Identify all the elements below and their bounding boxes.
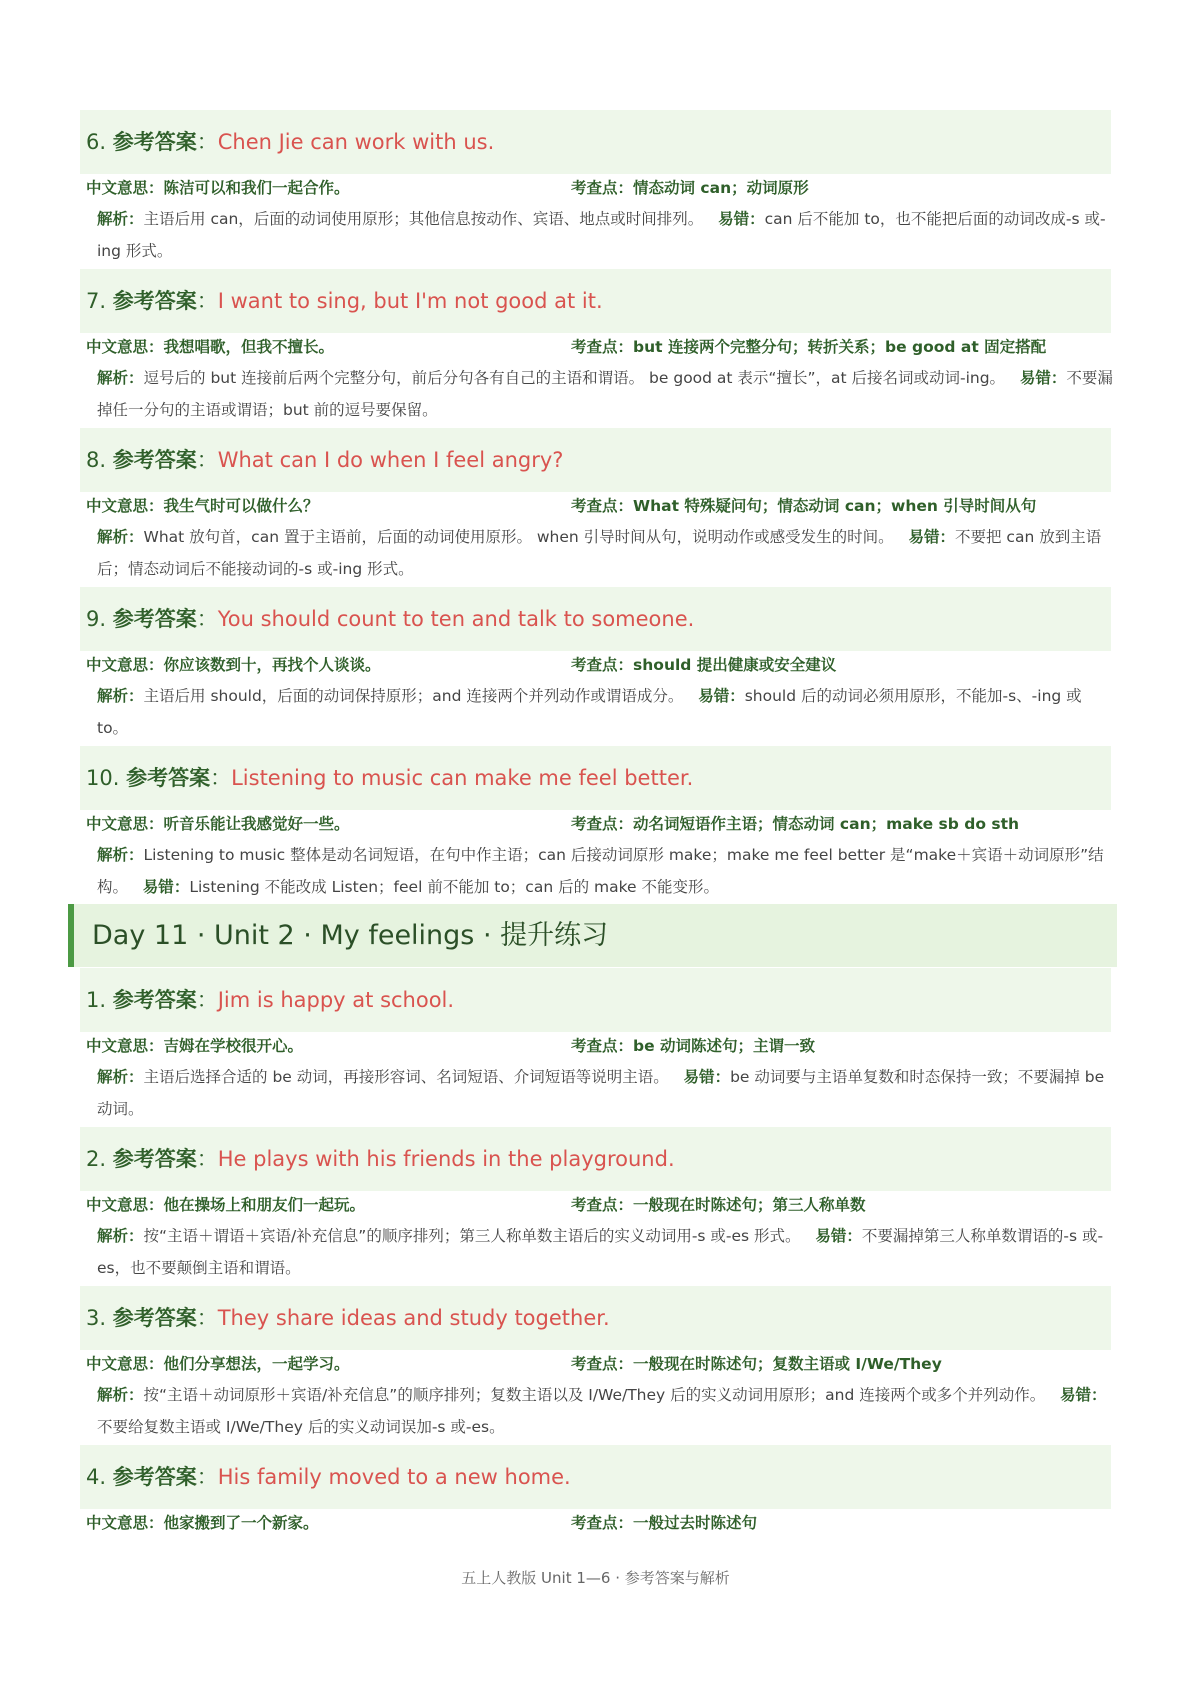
colon: ： [196,448,218,472]
analysis-label: 解析 [97,369,129,387]
item-number: 7. [86,289,107,313]
point-line [571,335,1046,359]
point-line [571,1034,815,1058]
point-label: 考查点 [571,815,618,833]
mistake-text: 不要给复数主语或 I/We/They 后的实义动词误加-s 或-es。 [97,1417,505,1436]
point-line [571,176,809,200]
colon: ： [729,687,745,705]
answer-text: He plays with his friends in the playground. [217,1147,675,1171]
mistake-text: Listening 不能改成 Listen；feel 前不能加 to；can 后的 make 不能变形。 [189,877,719,896]
answer-text: Jim is happy at school. [217,988,455,1012]
colon: ： [148,1196,164,1214]
answer-text: Chen Jie can work with us. [217,130,495,154]
meaning-text: 我生气时可以做什么？ [163,497,319,515]
colon: ： [196,1147,218,1171]
point-text: should 提出健康或安全建议 [633,656,837,674]
meaning-line [86,1352,350,1376]
point-text: 动名词短语作主语；情态动词 can；make sb do sth [633,815,1020,833]
answer-label: 参考答案 [112,1306,197,1330]
colon: ： [148,1514,164,1532]
point-label: 考查点 [571,656,618,674]
colon: ： [617,497,634,515]
colon: ： [148,338,164,356]
point-label: 考查点 [571,1355,618,1373]
analysis-text: 主语后选择合适的 be 动词，再接形容词、名词短语、介词短语等说明主语。 [143,1068,669,1086]
meaning-text: 他们分享想法，一起学习。 [163,1355,350,1373]
colon: ： [148,179,164,197]
answer-label: 参考答案 [112,607,197,631]
item-number: 8. [86,448,107,472]
analysis-label: 解析 [97,687,129,705]
colon: ： [128,1227,144,1245]
point-line [571,812,1019,836]
analysis-label: 解析 [97,846,129,864]
answer-text: I want to sing, but I'm not good at it. [217,289,603,313]
meaning-line [86,812,350,836]
analysis-label: 解析 [97,1386,129,1404]
meaning-label: 中文意思 [86,179,149,197]
colon: ： [617,1355,634,1373]
point-text: 一般过去时陈述句 [633,1514,758,1532]
colon: ： [196,130,218,154]
analysis-label: 解析 [97,1068,129,1086]
analysis-text: What 放句首，can 置于主语前，后面的动词使用原形。 when 引导时间从句，说明动作或感受发生的时间。 [143,528,894,546]
point-text: What 特殊疑问句；情态动词 can；when 引导时间从句 [633,497,1037,515]
point-text: be 动词陈述句；主谓一致 [633,1037,816,1055]
answer-text: Listening to music can make me feel better. [231,766,694,790]
mistake-label: 易错 [1060,1386,1092,1404]
point-label: 考查点 [571,1037,618,1055]
answer-line [86,1127,675,1191]
meaning-label: 中文意思 [86,1196,149,1214]
answer-line [86,587,694,651]
point-line [571,653,836,677]
analysis-paragraph [97,681,1114,744]
colon: ： [148,1037,164,1055]
colon: ： [210,766,232,790]
colon: ： [128,528,144,546]
colon: ： [714,1068,731,1086]
analysis-text: 按“主语＋动词原形＋宾语/补充信息”的顺序排列；复数主语以及 I/We/They 后的实义动词用原形；and 连接两个或多个并列动作。 [143,1386,1046,1404]
analysis-paragraph [97,522,1114,585]
meaning-label: 中文意思 [86,656,149,674]
analysis-text: Listening to music 整体是动名词短语，在句中作主语；can 后接动词原形 make；make me feel better 是“make＋宾语＋动词原形”结构。 [97,846,1104,896]
item-number: 10. [86,766,120,790]
analysis-paragraph [97,840,1114,903]
answer-text: His family moved to a new home. [217,1465,571,1489]
point-line [571,1352,942,1376]
answer-label: 参考答案 [112,1147,197,1171]
answer-line [86,746,693,810]
answer-line [86,1286,610,1350]
meaning-line [86,335,334,359]
answer-text: They share ideas and study together. [217,1306,610,1330]
colon: ： [617,815,634,833]
meaning-label: 中文意思 [86,338,149,356]
answer-line [86,1445,571,1509]
meaning-text: 听音乐能让我感觉好一些。 [163,815,350,833]
colon: ： [128,369,144,387]
colon: ： [617,1037,634,1055]
point-label: 考查点 [571,1196,618,1214]
meaning-label: 中文意思 [86,1037,149,1055]
analysis-paragraph [97,1380,1114,1443]
item-number: 2. [86,1147,107,1171]
colon: ： [617,1196,634,1214]
analysis-paragraph [97,1062,1114,1125]
analysis-paragraph [97,204,1114,267]
answer-line [86,269,603,333]
point-line [571,494,1036,518]
colon: ： [196,607,218,631]
item-number: 3. [86,1306,107,1330]
mistake-label: 易错 [683,1068,715,1086]
meaning-line [86,653,381,677]
analysis-label: 解析 [97,1227,129,1245]
point-text: 情态动词 can；动词原形 [633,179,809,197]
colon: ： [196,1465,218,1489]
answer-text: What can I do when I feel angry? [217,448,564,472]
colon: ： [617,338,634,356]
point-label: 考查点 [571,497,618,515]
point-text: 一般现在时陈述句；第三人称单数 [633,1196,866,1214]
meaning-text: 陈洁可以和我们一起合作。 [163,179,350,197]
analysis-text: 主语后用 can，后面的动词使用原形；其他信息按动作、宾语、地点或时间排列。 [143,210,704,228]
colon: ： [617,179,634,197]
meaning-line [86,494,319,518]
colon: ： [846,1227,862,1245]
analysis-label: 解析 [97,528,129,546]
answer-label: 参考答案 [112,289,197,313]
day-section-title: Day 11 · Unit 2 · My feelings · 提升练习 [92,920,609,951]
day-section-header [68,904,1117,967]
colon: ： [939,528,955,546]
colon: ： [128,846,144,864]
answer-line [86,428,563,492]
point-line [571,1193,866,1217]
colon: ： [128,1386,144,1404]
mistake-text: can 后不能加 to，也不能把后面的动词改成-s 或-ing 形式。 [97,210,1106,260]
mistake-label: 易错 [908,528,940,546]
meaning-label: 中文意思 [86,815,149,833]
analysis-text: 逗号后的 but 连接前后两个完整分句，前后分句各有自己的主语和谓语。 be good at 表示“擅长”，at 后接名词或动词-ing。 [143,369,1006,387]
mistake-label: 易错 [718,210,750,228]
answer-label: 参考答案 [112,1465,197,1489]
colon: ： [148,656,164,674]
colon: ： [173,877,190,896]
page-footer: 五上人教版 Unit 1—6 · 参考答案与解析 [461,1569,730,1587]
analysis-text: 按“主语＋谓语＋宾语/补充信息”的顺序排列；第三人称单数主语后的实义动词用-s 或-es 形式。 [143,1227,801,1245]
meaning-line [86,1511,319,1535]
answer-line [86,110,494,174]
answer-label: 参考答案 [112,448,197,472]
meaning-text: 他在操场上和朋友们一起玩。 [163,1196,366,1214]
colon: ： [148,497,164,515]
item-number: 4. [86,1465,107,1489]
colon: ： [128,210,144,228]
mistake-text: be 动词要与主语单复数和时态保持一致；不要漏掉 be 动词。 [97,1068,1105,1118]
colon: ： [148,1355,164,1373]
mistake-label: 易错 [142,877,174,896]
mistake-text: 不要把 can 放到主语后；情态动词后不能接动词的-s 或-ing 形式。 [97,528,1102,578]
colon: ： [196,289,218,313]
item-number: 9. [86,607,107,631]
item-number: 6. [86,130,107,154]
answer-line [86,968,454,1032]
meaning-text: 吉姆在学校很开心。 [163,1037,304,1055]
item-number: 1. [86,988,107,1012]
mistake-label: 易错 [815,1227,847,1245]
meaning-line [86,1193,365,1217]
meaning-text: 你应该数到十，再找个人谈谈。 [163,656,381,674]
answer-label: 参考答案 [112,130,197,154]
mistake-label: 易错 [1019,369,1051,387]
mistake-text: should 后的动词必须用原形，不能加-s、-ing 或 to。 [97,687,1082,737]
meaning-label: 中文意思 [86,1514,149,1532]
colon: ： [128,687,144,705]
point-line [571,1511,757,1535]
analysis-paragraph [97,1221,1114,1284]
meaning-label: 中文意思 [86,497,149,515]
answer-label: 参考答案 [112,988,197,1012]
colon: ： [617,656,634,674]
meaning-line [86,1034,303,1058]
colon: ： [196,988,218,1012]
point-label: 考查点 [571,179,618,197]
colon: ： [617,1514,634,1532]
point-label: 考查点 [571,1514,618,1532]
answer-label: 参考答案 [126,766,211,790]
analysis-label: 解析 [97,210,129,228]
point-text: but 连接两个完整分句；转折关系；be good at 固定搭配 [633,338,1047,356]
mistake-label: 易错 [698,687,730,705]
point-text: 一般现在时陈述句；复数主语或 I/We/They [633,1355,942,1373]
meaning-label: 中文意思 [86,1355,149,1373]
colon: ： [148,815,164,833]
meaning-text: 我想唱歌，但我不擅长。 [163,338,335,356]
colon: ： [749,210,765,228]
colon: ： [1091,1386,1107,1404]
colon: ： [128,1068,144,1086]
colon: ： [196,1306,218,1330]
colon: ： [1050,369,1067,387]
mistake-text: 不要漏掉第三人称单数谓语的-s 或-es，也不要颠倒主语和谓语。 [97,1227,1104,1277]
analysis-text: 主语后用 should，后面的动词保持原形；and 连接两个并列动作或谓语成分。 [143,687,684,705]
point-label: 考查点 [571,338,618,356]
meaning-text: 他家搬到了一个新家。 [163,1514,319,1532]
answer-text: You should count to ten and talk to someone. [217,607,695,631]
analysis-paragraph [97,363,1114,426]
mistake-text: 不要漏掉任一分句的主语或谓语；but 前的逗号要保留。 [97,369,1113,419]
meaning-line [86,176,350,200]
